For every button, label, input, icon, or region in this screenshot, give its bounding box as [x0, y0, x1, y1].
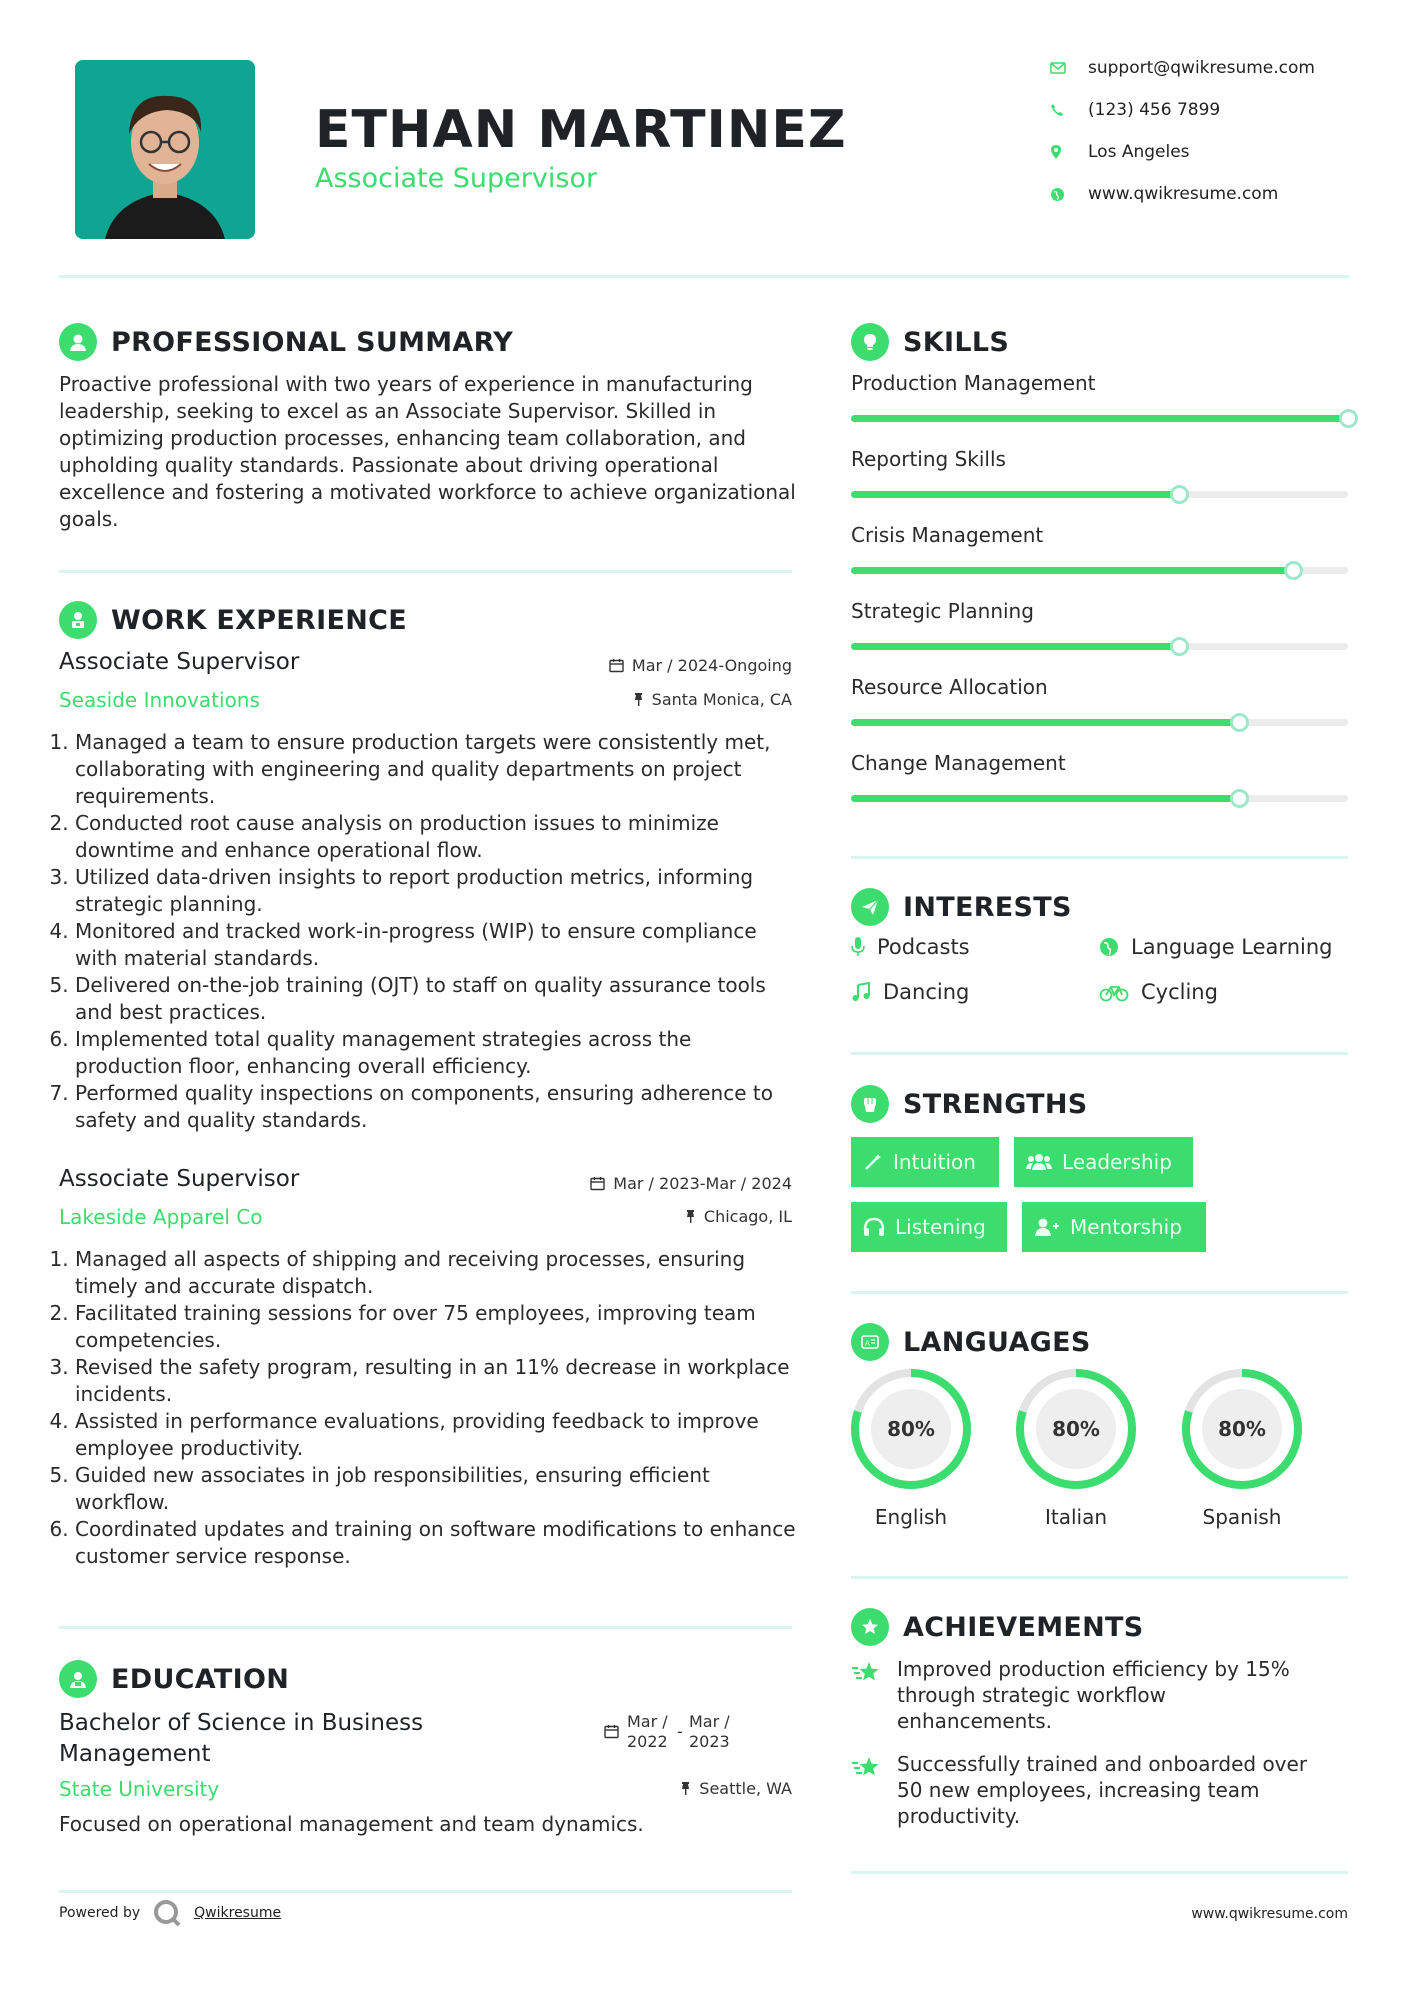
calendar-icon: [604, 1724, 619, 1739]
headphones-icon: [863, 1217, 885, 1237]
education-degree: Bachelor of Science in Business Management: [59, 1710, 424, 1767]
job-2-company: Lakeside Apparel Co: [59, 1205, 263, 1229]
languages-heading: A LANGUAGES: [851, 1323, 1091, 1361]
music-note-icon: [851, 982, 871, 1002]
achievement-item: Improved production efficiency by 15% through strategic workflow enhancements.: [851, 1656, 1348, 1734]
achievement-item: Successfully trained and onboarded over 50 new employees, increasing team productivity.: [851, 1751, 1348, 1829]
list-item: 1. Managed a team to ensure production targets were consistently met, collaborating with engineering and quality departments on project requirements.: [75, 729, 797, 810]
job-1-location: Santa Monica, CA: [540, 690, 792, 709]
lightbulb-icon: [851, 323, 889, 361]
list-item: 5. Delivered on-the-job training (OJT) to staff on quality assurance tools and best practices.: [75, 972, 797, 1026]
skill-slider-handle[interactable]: [1230, 713, 1249, 732]
strength-mentorship: Mentorship: [1022, 1202, 1206, 1252]
list-item: 3. Utilized data-driven insights to report production metrics, informing strategic planning.: [75, 864, 797, 918]
skill-fill: [851, 795, 1239, 802]
achievements-heading: ACHIEVEMENTS: [851, 1608, 1144, 1646]
fist-icon: [851, 1085, 889, 1123]
skill-fill: [851, 719, 1239, 726]
skill-slider-handle[interactable]: [1170, 485, 1189, 504]
list-item: 1. Managed all aspects of shipping and receiving processes, ensuring timely and accurate dispatch.: [75, 1246, 797, 1300]
skills-divider: [851, 856, 1348, 859]
interest-language-learning: Language Learning: [1099, 935, 1332, 959]
calendar-icon: [590, 1176, 605, 1191]
summary-heading: PROFESSIONAL SUMMARY: [59, 323, 513, 361]
language-percent: 80%: [887, 1417, 935, 1441]
job-1-bullets: [57, 729, 797, 1134]
pushpin-icon: [633, 692, 644, 707]
globe-icon: [1050, 187, 1088, 202]
magic-wand-icon: [863, 1152, 883, 1172]
qwikresume-logo-icon: [152, 1898, 182, 1928]
skill-item: Strategic Planning: [851, 599, 1348, 675]
star-icon: [851, 1660, 883, 1686]
contact-email[interactable]: [1050, 52, 1390, 84]
education-note: Focused on operational management and team dynamics.: [59, 1812, 644, 1836]
education-heading: EDUCATION: [59, 1660, 289, 1698]
contact-location-text: Los Angeles: [1088, 142, 1190, 162]
phone-icon: [1050, 103, 1088, 117]
language-percent: 80%: [1052, 1417, 1100, 1441]
summary-divider: [59, 570, 792, 573]
footer-site-link[interactable]: www.qwikresume.com: [1191, 1906, 1348, 1922]
skill-fill: [851, 567, 1293, 574]
skill-item: Reporting Skills: [851, 447, 1348, 523]
bicycle-icon: [1099, 982, 1129, 1002]
language-english: [841, 1365, 981, 1529]
skill-slider-handle[interactable]: [1284, 561, 1303, 580]
interests-divider: [851, 1052, 1348, 1055]
pushpin-icon: [685, 1209, 696, 1224]
users-icon: [1026, 1152, 1052, 1172]
strength-listening: Listening: [851, 1202, 1007, 1252]
list-item: 4. Assisted in performance evaluations, providing feedback to improve employee productivity.: [75, 1408, 797, 1462]
language-percent: 80%: [1218, 1417, 1266, 1441]
skill-track: [851, 795, 1348, 802]
interests-heading: INTERESTS: [851, 888, 1072, 926]
location-pin-icon: [1050, 144, 1088, 160]
contact-phone[interactable]: [1050, 94, 1390, 126]
skill-item: Crisis Management: [851, 523, 1348, 599]
language-name: English: [874, 1505, 948, 1529]
strength-intuition: Intuition: [851, 1137, 999, 1187]
contact-email-text: support@qwikresume.com: [1088, 58, 1315, 78]
user-icon: [59, 323, 97, 361]
strength-leadership: Leadership: [1014, 1137, 1193, 1187]
candidate-name: ETHAN MARTINEZ: [315, 100, 847, 160]
skill-slider-handle[interactable]: [1339, 409, 1358, 428]
skill-track: [851, 719, 1348, 726]
globe-icon: [1099, 937, 1119, 957]
svg-text:A: A: [865, 1339, 870, 1348]
header-divider: [59, 275, 1349, 278]
skills-heading: SKILLS: [851, 323, 1009, 361]
list-item: 4. Monitored and tracked work-in-progress (WIP) to ensure compliance with material standards.: [75, 918, 797, 972]
microphone-icon: [851, 936, 865, 958]
calendar-icon: [609, 658, 624, 673]
summary-text: Proactive professional with two years of experience in manufacturing leadership, seeking to excel as an Associate Supervisor. Skilled in optimizing production processes, enhancing team collaboration, and upholding quality standards. Passionate about driving operational excellence and fostering a motivated workforce to achieve organizational goals.: [59, 372, 796, 531]
skill-item: Change Management: [851, 751, 1348, 827]
education-start: Mar / 2022: [627, 1712, 668, 1751]
contact-website[interactable]: [1050, 178, 1390, 210]
skill-slider-handle[interactable]: [1230, 789, 1249, 808]
contact-location: [1050, 136, 1390, 168]
experience-divider: [59, 1626, 792, 1629]
list-item: 5. Guided new associates in job responsibilities, ensuring efficient workflow.: [75, 1462, 797, 1516]
skill-item: Resource Allocation: [851, 675, 1348, 751]
language-gauge: [1172, 1365, 1312, 1505]
education-location: Seattle, WA: [540, 1779, 792, 1798]
job-1-company: Seaside Innovations: [59, 688, 260, 712]
education-dates: Mar / 2022 - Mar / 2023: [604, 1712, 739, 1752]
job-2-location: Chicago, IL: [540, 1207, 792, 1226]
candidate-title: Associate Supervisor: [315, 163, 598, 194]
strengths-divider: [851, 1291, 1348, 1294]
experience-heading: WORK EXPERIENCE: [59, 601, 407, 639]
graduation-icon: [59, 1660, 97, 1698]
skill-fill: [851, 643, 1179, 650]
skill-track: [851, 415, 1348, 422]
skill-track: [851, 567, 1348, 574]
list-item: 7. Performed quality inspections on components, ensuring adherence to safety and quality standards.: [75, 1080, 797, 1134]
education-end: Mar / 2023: [689, 1712, 730, 1751]
list-item: 3. Revised the safety program, resulting in an 11% decrease in workplace incidents.: [75, 1354, 797, 1408]
profile-photo: [75, 60, 255, 239]
contact-phone-text: (123) 456 7899: [1088, 100, 1221, 120]
skill-slider-handle[interactable]: [1170, 637, 1189, 656]
language-name: Spanish: [1202, 1505, 1282, 1529]
skill-fill: [851, 491, 1179, 498]
list-item: 2. Facilitated training sessions for over 75 employees, improving team competencies.: [75, 1300, 797, 1354]
education-divider: [59, 1890, 792, 1893]
footer-powered-by: Powered by Qwikresume: [59, 1898, 281, 1928]
user-plus-icon: [1034, 1217, 1060, 1237]
job-2-dates: Mar / 2023-Mar / 2024: [540, 1174, 792, 1193]
briefcase-icon: [59, 601, 97, 639]
education-school: State University: [59, 1777, 220, 1801]
footer-brand-link[interactable]: Qwikresume: [194, 1905, 282, 1921]
skill-track: [851, 643, 1348, 650]
skills-list: [851, 371, 1348, 827]
languages-divider: [851, 1576, 1348, 1579]
interest-podcasts: Podcasts: [851, 935, 970, 959]
job-2-bullets: [57, 1246, 797, 1570]
language-gauge: [1006, 1365, 1146, 1505]
email-icon: [1050, 62, 1088, 74]
language-gauge: [841, 1365, 981, 1505]
list-item: 6. Implemented total quality management strategies across the production floor, enhancing overall efficiency.: [75, 1026, 797, 1080]
job-1-role: Associate Supervisor: [59, 649, 300, 675]
star-badge-icon: [851, 1608, 889, 1646]
pushpin-icon: [680, 1781, 691, 1796]
list-item: 2. Conducted root cause analysis on production issues to minimize downtime and enhance operational flow.: [75, 810, 797, 864]
strengths-heading: STRENGTHS: [851, 1085, 1088, 1123]
achievements-divider: [851, 1871, 1348, 1874]
job-1-dates: Mar / 2024-Ongoing: [540, 656, 792, 675]
contact-website-text: www.qwikresume.com: [1088, 184, 1279, 204]
interest-dancing: Dancing: [851, 980, 969, 1004]
star-icon: [851, 1755, 883, 1781]
language-spanish: [1172, 1365, 1312, 1529]
language-icon: [851, 1323, 889, 1361]
interest-cycling: Cycling: [1099, 980, 1218, 1004]
paper-plane-icon: [851, 888, 889, 926]
language-italian: [1006, 1365, 1146, 1529]
skill-item: Production Management: [851, 371, 1348, 447]
skill-fill: [851, 415, 1348, 422]
job-2-role: Associate Supervisor: [59, 1166, 300, 1192]
skill-track: [851, 491, 1348, 498]
language-name: Italian: [1044, 1505, 1108, 1529]
list-item: 6. Coordinated updates and training on software modifications to enhance customer service response.: [75, 1516, 797, 1570]
